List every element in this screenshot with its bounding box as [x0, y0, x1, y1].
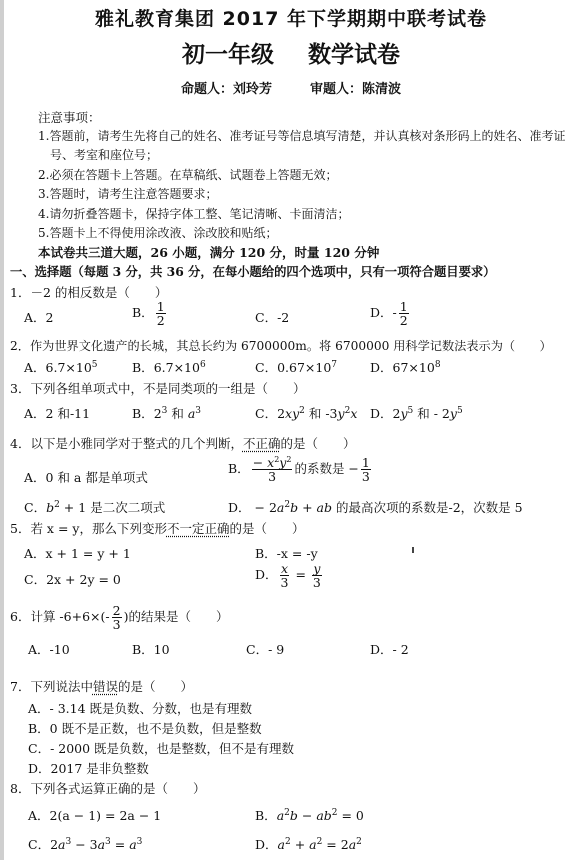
q5-option-c: C．2x + 2y = 0 — [24, 572, 121, 587]
notes-item: 3.答题时，请考生注意答题要求； — [38, 187, 218, 201]
notes-item: 2.必须在答题卡上答题。在草稿纸、试题卷上答题无效； — [38, 168, 338, 182]
q1-option-c: C．-2 — [255, 310, 290, 325]
q8-option-c: C．$2a^3 - 3a^3 = a^3$ — [28, 836, 143, 852]
q6-option-c: C．- 9 — [246, 642, 285, 657]
question-8-stem: 8．下列各式运算正确的是（ ） — [10, 781, 206, 796]
q2-option-c: C．$0.67\times 10^7$ — [255, 359, 338, 375]
q3-option-b: B．$2^3$ 和 $a^3$ — [132, 405, 202, 421]
question-2-stem: 2．作为世界文化遗产的长城，其总长约为 6700000m。将 6700000 用科学记数法表示为（ ） — [10, 339, 552, 353]
q2-option-d: D．$67\times 10^8$ — [370, 359, 441, 375]
notes-item: 5.答题卡上不得使用涂改液、涂改胶和贴纸； — [38, 226, 278, 240]
q5-option-a: A．x + 1 = y + 1 — [24, 546, 131, 561]
q1-option-b: B． $\frac{1}{2}$ — [132, 299, 165, 329]
notes-item: 号、考室和座位号； — [50, 148, 159, 162]
reviewer-name: 审题人：陈清波 — [310, 82, 402, 97]
section-heading: 一、选择题（每题 3 分，共 36 分，在每小题给的四个选项中，只有一项符合题目要求） — [10, 264, 496, 279]
exam-title: 雅礼教育集团 2017 年下学期期中联考试卷 — [94, 8, 488, 30]
q1-option-a: A．2 — [24, 310, 54, 325]
exam-summary: 本试卷共三道大题，26 小题，满分 120 分，时量 120 分钟 — [38, 245, 380, 260]
question-7-stem: 7．下列说法中错误的是（ ） — [10, 679, 193, 694]
question-4-stem: 4．以下是小雅同学对于整式的几个判断，不正确的是（ ） — [10, 436, 356, 451]
q5-option-d: D． $\frac{x}{3}$ = $\frac{y}{3}$ — [255, 561, 321, 591]
subject-label: 数学试卷 — [308, 42, 400, 68]
q4-option-d: D． − $2a^2b$ + ab 的最高次项的系数是-2，次数是 5 — [228, 499, 523, 515]
grade-label: 初一年级 — [182, 42, 274, 68]
q5-option-b: B．-x = -y — [255, 546, 318, 561]
notes-heading: 注意事项： — [38, 110, 101, 125]
q3-option-d: D．$2y^5$ 和 - $2y^5$ — [370, 405, 463, 421]
q3-option-c: C．$2xy^2$ 和 $-3y^2x$ — [255, 405, 358, 421]
notes-item: 1.答题前，请考生先将自己的姓名、准考证号等信息填写清楚，并认真核对条形码上的姓名、准考证 — [38, 129, 566, 143]
q6-option-d: D．- 2 — [370, 642, 409, 657]
question-3-stem: 3．下列各组单项式中，不是同类项的一组是（ ） — [10, 381, 306, 396]
q6-option-a: A．-10 — [28, 642, 70, 657]
q8-option-d: D．$a^2 + a^2 = 2a^2$ — [255, 836, 362, 852]
q4-option-b: B． $\frac{- x^2y^2}{3}$ 的系数是 − $\frac{1}{3}$ — [228, 455, 370, 485]
q7-option-b: B．0 既不是正数，也不是负数，但是整数 — [28, 721, 262, 736]
scan-edge — [0, 0, 4, 860]
q7-option-d: D．2017 是非负整数 — [28, 761, 149, 776]
q7-option-a: A．- 3.14 既是负数、分数，也是有理数 — [28, 701, 253, 716]
question-6-stem: 6．计算 -6+6×(- $\frac{2}{3}$ )的结果是（ ） — [10, 603, 229, 633]
q2-option-a: A．$6.7\times 10^5$ — [24, 359, 98, 375]
q8-option-b: B．$a^2b - ab^2 = 0$ — [255, 807, 364, 823]
q3-option-a: A．2 和-11 — [24, 406, 91, 421]
q8-option-a: A．2(a − 1) = 2a − 1 — [28, 808, 162, 823]
author-line — [0, 78, 582, 97]
exam-subtitle — [0, 36, 582, 69]
q1-option-d: D．- $\frac{1}{2}$ — [370, 299, 408, 329]
q4-option-a: A．0 和 a 都是单项式 — [24, 470, 148, 485]
question-5-stem: 5．若 x = y，那么下列变形不一定正确的是（ ） — [10, 521, 305, 536]
q7-option-c: C．- 2000 既是负数，也是整数，但不是有理数 — [28, 741, 295, 756]
q2-option-b: B．$6.7\times 10^6$ — [132, 359, 206, 375]
q6-option-b: B．10 — [132, 642, 170, 657]
scan-mark — [412, 547, 414, 553]
question-1-stem: 1．－2 的相反数是（ ） — [10, 285, 168, 300]
q4-option-c: C．$b^2 + 1$ 是二次二项式 — [24, 499, 166, 515]
notes-item: 4.请勿折叠答题卡，保持字体工整、笔记清晰、卡面清洁； — [38, 207, 350, 221]
author-name: 命题人：刘玲芳 — [180, 82, 272, 97]
